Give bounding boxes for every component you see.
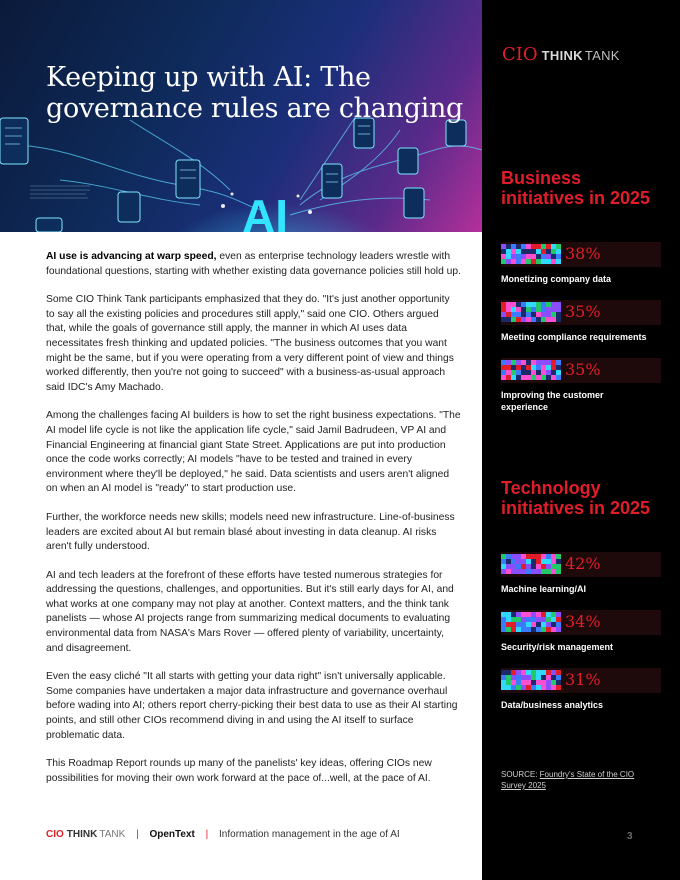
source-note (501, 769, 651, 791)
hero-banner (0, 0, 482, 232)
stat-value: 35% (565, 302, 601, 321)
paragraph-1-rest: even as enterprise technology leaders wrestle with foundational questions, starting with whether existing data governance policies still hold up. (46, 251, 461, 277)
pixel-pattern-icon (501, 612, 561, 632)
page-title: Keeping up with AI: The governance rules are changing (46, 62, 464, 124)
brand-think: THINK (541, 48, 583, 63)
cio-think-tank-logo (502, 44, 620, 65)
footer-tagline: Information management in the age of AI (219, 829, 400, 840)
page-footer (46, 829, 400, 840)
opentext-logo: OpenText (149, 829, 195, 840)
pixel-pattern-icon (501, 360, 561, 380)
footer-think: THINK (66, 829, 98, 840)
page-number: 3 (627, 831, 633, 842)
stat-label: Data/business analytics (501, 700, 604, 710)
stat-bar (501, 552, 661, 577)
lead-in: AI use is advancing at warp speed, (46, 251, 217, 262)
paragraph-5: AI and tech leaders at the forefront of these efforts have tested numerous strategies for addressing the questions, challenges, and opportunities. But it's still early days for AI, and what works at one company may not play at another. Context matters, and the think tank panelists — whose AI projects range from summarizing medical documents to evaluating environmental data from NASA's Mars Rover — offered plenty of variability, uncertainty, and disagreement. (46, 569, 454, 654)
pixel-pattern-icon (501, 554, 561, 574)
stat-value: 38% (565, 244, 601, 263)
footer-separator: | (205, 829, 209, 840)
brand-cio: CIO (502, 44, 538, 65)
stat-bar (501, 242, 661, 267)
paragraph-2: Some CIO Think Tank participants emphasized that they do. "It's just another opportunity to say all the existing policies and procedures still apply," said one CIO. Others argued that, while the goals of governance still apply, the manner in which AI uses data necessitates fresh thinking and updated policies. "The business outcomes that you want might be the same, but if you were operating from a very different point of view and things worked differently, then you're not going to succeed" with a business-as-usual approach said IDC's Amy Machado. (46, 294, 454, 393)
pixel-pattern-icon (501, 302, 561, 322)
stat-bar (501, 300, 661, 325)
article-body (46, 250, 461, 800)
stat-bar (501, 668, 661, 693)
stats-sidebar (482, 0, 680, 880)
stat-technology-3 (501, 668, 661, 711)
paragraph-4: Further, the workforce needs new skills; models need new infrastructure. Line-of-business leaders are excited about AI but remain blasé about investing in data cleanup. AI risks aren't fully understood. (46, 511, 455, 553)
brand-tank: TANK (584, 48, 620, 63)
pixel-pattern-icon (501, 670, 561, 690)
source-prefix: SOURCE: (501, 770, 540, 779)
stat-label: Machine learning/AI (501, 584, 587, 594)
business-initiatives-title: Business initiatives in 2025 (501, 168, 651, 208)
paragraph-3: Among the challenges facing AI builders is how to set the right business expectations. "The AI model life cycle is not like the application life cycle," said Jamil Badrudeen, VP AI and Financial Engineering at financial giant State Street. Applications are put into production once the code works correctly; AI models "have to be tested and trained in every environment where they'll be deployed," he said. Data scientists and users aren't aligned on when an AI model is "ready" to start production use. (46, 410, 461, 495)
source-link[interactable]: Foundry's State of the CIO Survey 2025 (501, 770, 635, 790)
stat-value: 31% (565, 670, 601, 689)
pixel-pattern-icon (501, 244, 561, 264)
footer-cio: CIO (46, 829, 64, 840)
stat-label: Security/risk management (501, 642, 614, 652)
stat-technology-2 (501, 610, 661, 653)
technology-initiatives-title: Technology initiatives in 2025 (501, 478, 651, 518)
stat-business-3 (501, 358, 661, 413)
stat-value: 34% (565, 612, 601, 631)
stat-bar (501, 610, 661, 635)
footer-tank: TANK (99, 829, 126, 840)
stat-label: Monetizing company data (501, 274, 612, 284)
stat-label: Improving the customer experience (501, 390, 604, 412)
paragraph-7: This Roadmap Report rounds up many of the panelists' key ideas, offering CIOs new possibilities for moving their own work forward at the pace of...well, at the pace of AI. (46, 758, 432, 784)
footer-separator: | (136, 829, 139, 840)
stat-business-1 (501, 242, 661, 285)
paragraph-6: Even the easy cliché "It all starts with getting your data right" isn't universally applicable. Some companies have undertaken a major data infrastructure and governance overhaul before wading into AI; others report cherry-picking their best data to use as their AI starting points, and still other CIOs recommend diving in and using the AI itself to surface problematic data. (46, 671, 458, 741)
hero-ai-letters: AI (242, 190, 288, 232)
stat-label: Meeting compliance requirements (501, 332, 647, 342)
stat-value: 35% (565, 360, 601, 379)
stat-bar (501, 358, 661, 383)
stat-technology-1 (501, 552, 661, 595)
stat-value: 42% (565, 554, 601, 573)
paragraph-1 (46, 250, 461, 279)
stat-business-2 (501, 300, 661, 343)
